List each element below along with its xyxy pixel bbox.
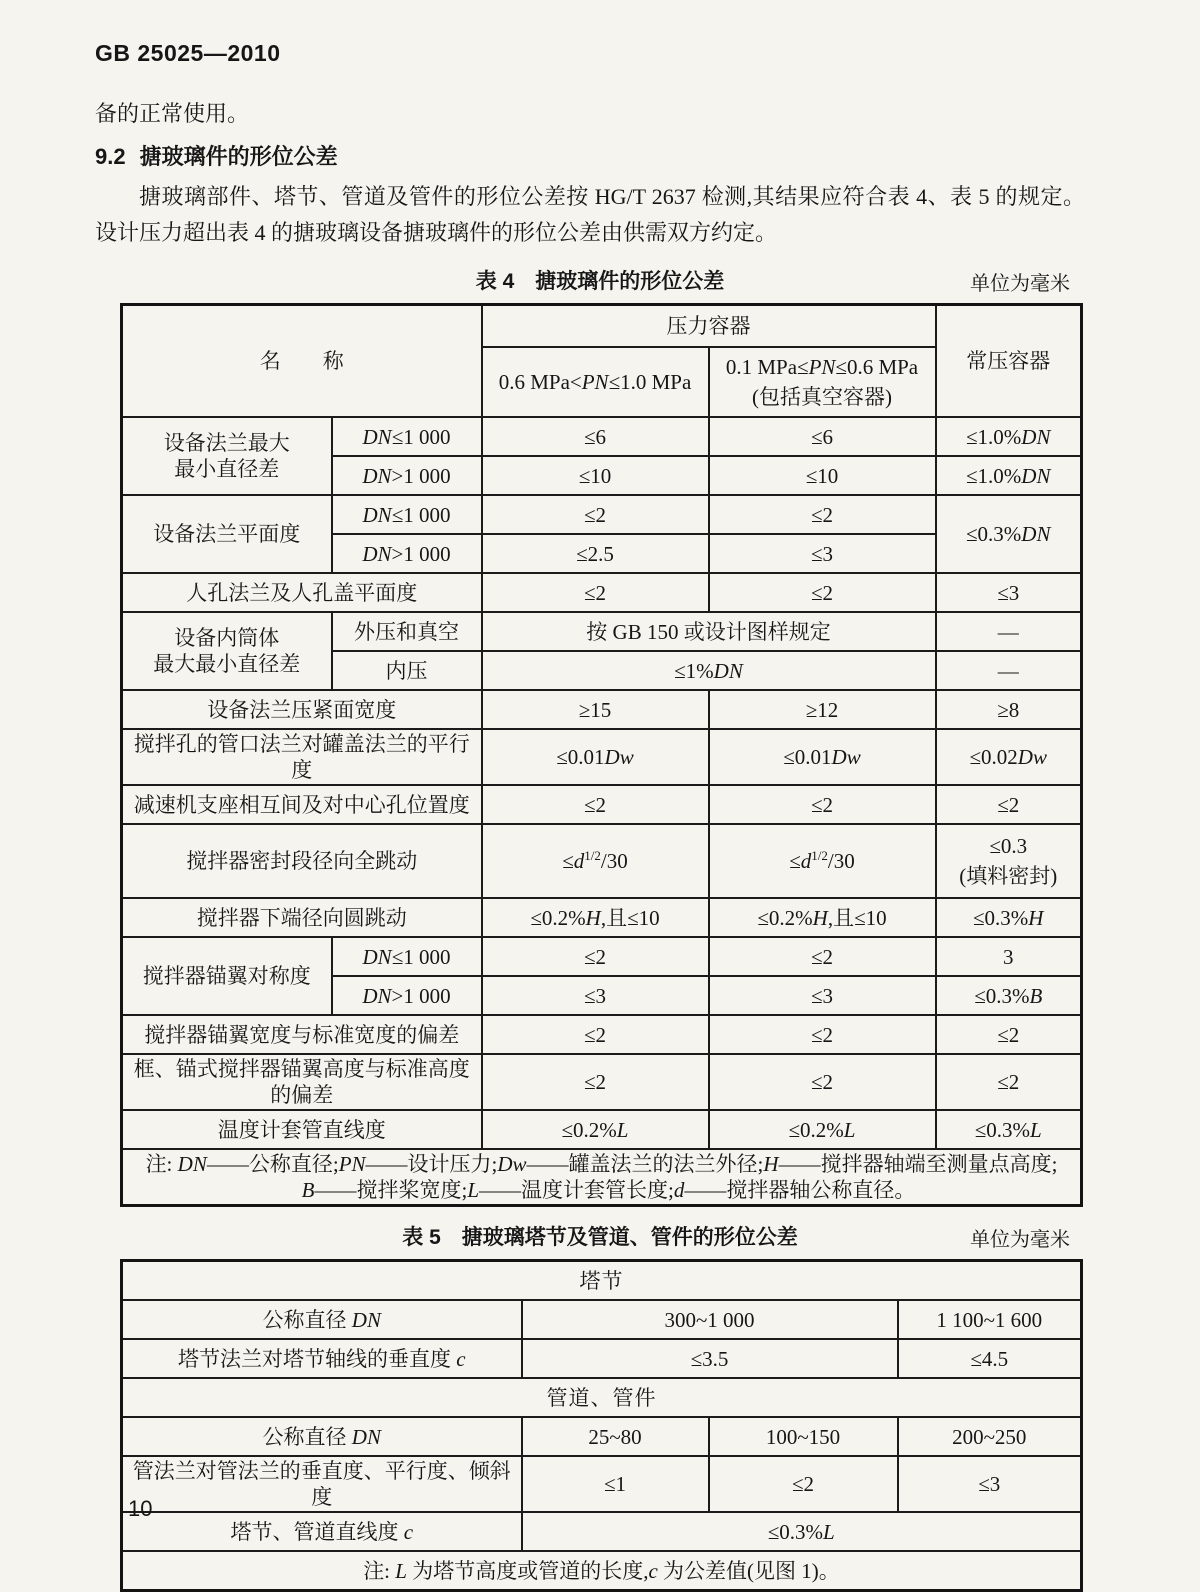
table-cell: ≤2 [936,785,1082,824]
table-cell: ≤10 [709,456,936,495]
row-label: 搅拌器下端径向圆跳动 [122,898,482,937]
table-row [122,729,1082,785]
row-label: 公称直径 DN [122,1417,522,1456]
header-atmospheric: 常压容器 [936,305,1082,418]
row-condition: DN≤1 000 [332,417,482,456]
table-row [122,1300,1082,1339]
row-label: 搅拌器锚翼宽度与标准宽度的偏差 [122,1015,482,1054]
row-label: 搅拌器锚翼对称度 [122,937,332,1015]
table-cell: ≤2 [709,1015,936,1054]
table-cell: — [936,612,1082,651]
table-row [122,1339,1082,1378]
table-note-row [122,1149,1082,1206]
table-cell: ≤1.0%DN [936,417,1082,456]
table-cell: ≤2 [936,1015,1082,1054]
row-label: 减速机支座相互间及对中心孔位置度 [122,785,482,824]
table4-header-row-1 [122,305,1082,348]
row-label: 人孔法兰及人孔盖平面度 [122,573,482,612]
row-label: 设备法兰压紧面宽度 [122,690,482,729]
table-cell: — [936,651,1082,690]
row-label: 设备内筒体 最大最小直径差 [122,612,332,690]
table-cell: ≤2 [482,1054,709,1110]
table-cell: ≤2 [482,937,709,976]
table-cell: ≤2 [482,1015,709,1054]
section-number: 9.2 [95,144,126,169]
table4-unit-note: 单位为毫米 [970,273,1070,295]
row-condition: DN>1 000 [332,976,482,1015]
table-cell: ≥15 [482,690,709,729]
table-cell: ≤2 [709,937,936,976]
header-pressure-col2 [709,347,936,417]
row-label: 温度计套管直线度 [122,1110,482,1149]
table5-caption: 表 5 搪玻璃塔节及管道、管件的形位公差 [402,1226,798,1249]
table-row [122,824,1082,898]
row-label: 管法兰对管法兰的垂直度、平行度、倾斜度 [122,1456,522,1512]
table-row [122,785,1082,824]
row-label: 塔节法兰对塔节轴线的垂直度 c [122,1339,522,1378]
row-label: 搅拌器密封段径向全跳动 [122,824,482,898]
table-cell: 25~80 [522,1417,709,1456]
row-label: 设备法兰平面度 [122,495,332,573]
table-cell: ≤3 [898,1456,1082,1512]
table-cell: ≤0.3%L [522,1512,1082,1551]
row-condition: DN≤1 000 [332,937,482,976]
table-cell: ≤2.5 [482,534,709,573]
table-row [122,1110,1082,1149]
table-cell: ≤0.3%DN [936,495,1082,573]
row-condition: DN>1 000 [332,534,482,573]
table-cell: ≤1 [522,1456,709,1512]
table-cell: ≤3.5 [522,1339,898,1378]
table-row [122,690,1082,729]
row-label: 公称直径 DN [122,1300,522,1339]
page-number: 10 [128,1496,153,1521]
table-cell: $\le d^{1/2}/30$ [709,824,936,898]
table-cell: ≤0.01Dw [482,729,709,785]
table-cell: 100~150 [709,1417,898,1456]
table-cell: ≤3 [709,976,936,1015]
table-cell: ≤3 [709,534,936,573]
table4 [120,303,1083,1207]
table-row [122,495,1082,534]
table5-caption-row [120,1221,1080,1253]
table-cell: ≤2 [709,1456,898,1512]
table-cell: ≤1.0%DN [936,456,1082,495]
table-cell: $\le d^{1/2}/30$ [482,824,709,898]
section-header: 塔节 [122,1261,1082,1301]
section-header: 管道、管件 [122,1378,1082,1417]
row-label: 框、锚式搅拌器锚翼高度与标准高度的偏差 [122,1054,482,1110]
table4-caption-row [120,265,1080,297]
table-row [122,937,1082,976]
table-cell: ≤0.02Dw [936,729,1082,785]
table-cell: ≤2 [482,785,709,824]
table-cell: 1 100~1 600 [898,1300,1082,1339]
row-condition: DN≤1 000 [332,495,482,534]
table-note-row [122,1551,1082,1591]
table5-note: 注: L 为塔节高度或管道的长度,c 为公差值(见图 1)。 [122,1551,1082,1591]
table-cell: ≤2 [482,573,709,612]
table4-note [122,1149,1082,1206]
table-cell: ≤2 [709,1054,936,1110]
table-cell: ≤10 [482,456,709,495]
row-condition: 内压 [332,651,482,690]
table5 [120,1259,1083,1592]
table-row [122,1015,1082,1054]
table-row [122,612,1082,651]
table-row [122,1417,1082,1456]
standard-number: GB 25025—2010 [95,40,281,66]
table-cell: 按 GB 150 或设计图样规定 [482,612,936,651]
table-cell: ≤0.3%H [936,898,1082,937]
table-row [122,1054,1082,1110]
table4-caption: 表 4 搪玻璃件的形位公差 [475,270,725,293]
section-header-row [122,1261,1082,1301]
table-row [122,1456,1082,1512]
table-cell: ≤6 [709,417,936,456]
table-cell: ≤0.2%L [709,1110,936,1149]
header-name: 名 称 [122,305,482,418]
row-label: 设备法兰最大 最小直径差 [122,417,332,495]
row-condition: 外压和真空 [332,612,482,651]
table-cell: ≥12 [709,690,936,729]
table-cell: ≤1%DN [482,651,936,690]
table-cell: ≥8 [936,690,1082,729]
table-cell: ≤0.2%L [482,1110,709,1149]
table-cell: ≤3 [936,573,1082,612]
leading-text: 备的正常使用。 [95,101,250,126]
header-pressure-group: 压力容器 [482,305,936,348]
table-row [122,573,1082,612]
row-condition: DN>1 000 [332,456,482,495]
row-label: 搅拌孔的管口法兰对罐盖法兰的平行度 [122,729,482,785]
table-cell: 200~250 [898,1417,1082,1456]
table-cell: ≤2 [709,573,936,612]
table-cell: ≤3 [482,976,709,1015]
table-cell: ≤0.3%L [936,1110,1082,1149]
table-cell: ≤0.3%B [936,976,1082,1015]
table-cell: ≤2 [936,1054,1082,1110]
table-cell: ≤0.2%H,且≤10 [709,898,936,937]
table-row [122,1512,1082,1551]
table5-unit-note: 单位为毫米 [970,1229,1070,1251]
header-pressure-col2-vacuum: (包括真空容器) [752,385,892,409]
header-pressure-col1: 0.6 MPa<PN≤1.0 MPa [482,347,709,417]
table-cell: ≤0.2%H,且≤10 [482,898,709,937]
table-cell: ≤4.5 [898,1339,1082,1378]
section-header-row [122,1378,1082,1417]
note-line: B——搅拌桨宽度;L——温度计套管长度;d——搅拌器轴公称直径。 [301,1178,916,1202]
table-cell: ≤0.01Dw [709,729,936,785]
table-cell: ≤0.3 (填料密封) [936,824,1082,898]
section-title: 搪玻璃件的形位公差 [139,144,338,169]
table-cell: ≤2 [709,785,936,824]
table-cell: 300~1 000 [522,1300,898,1339]
note-line: 注: DN——公称直径;PN——设计压力;Dw——罐盖法兰的法兰外径;H——搅拌器轴端至测量点高度; [145,1152,1058,1176]
table-row [122,898,1082,937]
table-cell: 3 [936,937,1082,976]
table-cell: ≤6 [482,417,709,456]
table-row [122,417,1082,456]
header-pressure-col2-range: 0.1 MPa≤PN≤0.6 MPa [725,355,919,379]
table-cell: ≤2 [482,495,709,534]
row-label: 塔节、管道直线度 c [122,1512,522,1551]
section-heading [95,140,1085,171]
body-paragraph: 搪玻璃部件、塔节、管道及管件的形位公差按 HG/T 2637 检测,其结果应符合表 4、表 5 的规定。设计压力超出表 4 的搪玻璃设备搪玻璃件的形位公差由供需双方约定。 [95,184,1085,245]
table-cell: ≤2 [709,495,936,534]
